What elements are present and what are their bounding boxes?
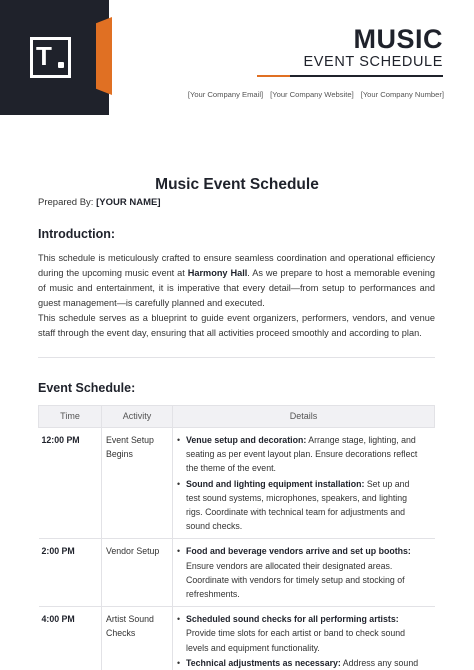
intro-p2: This schedule serves as a blueprint to guide event organizers, performers, vendors, and venue staff through the event day, ensuring that all activities proceed smoothly and according to plan. <box>38 313 435 338</box>
table-row <box>39 607 435 670</box>
detail-text: Ensure vendors are allocated their designated areas. Coordinate with vendors for timely setup and stocking of refreshments. <box>186 560 405 600</box>
detail-item <box>177 544 425 601</box>
table-header-row <box>39 406 435 428</box>
intro-venue: Harmony Hall <box>187 268 248 278</box>
row-time: 2:00 PM <box>39 539 102 607</box>
column-header-activity: Activity <box>102 406 173 428</box>
schedule-heading: Event Schedule: <box>38 381 136 395</box>
document-title: Music Event Schedule <box>155 176 319 193</box>
row-details <box>173 428 435 539</box>
row-activity: Event Setup Begins <box>102 428 173 539</box>
detail-bold: Venue setup and decoration: <box>186 435 307 445</box>
detail-item <box>177 433 425 476</box>
bullet-icon: • <box>177 478 181 489</box>
brand-title: MUSIC <box>353 24 443 54</box>
row-activity: Artist Sound Checks <box>102 607 173 670</box>
schedule-table <box>38 405 435 670</box>
bullet-icon: • <box>177 546 181 557</box>
detail-text: Address any sound <box>340 657 419 668</box>
header-accent-bar <box>96 17 112 95</box>
prepared-by <box>38 197 160 208</box>
logo-letter: T <box>36 41 52 71</box>
detail-text: Provide time slots for each artist or band to check sound levels and equipment functionality. <box>186 628 406 653</box>
row-activity: Vendor Setup <box>102 539 173 607</box>
intro-p1-end: . As we prepare to host a memorable evening of music and entertainment, it is imperative that every detail—from setup to performances and guest management—is carefully planned and executed. <box>38 268 435 308</box>
table-row <box>39 539 435 607</box>
column-header-details: Details <box>173 406 435 428</box>
intro-p1-start: This schedule is meticulously crafted to ensure seamless coordination and operational efficiency during the upcoming music event at <box>38 253 435 278</box>
brand-divider-accent <box>257 75 290 77</box>
row-time: 4:00 PM <box>39 607 102 670</box>
row-time: 12:00 PM <box>39 428 102 539</box>
detail-text: Arrange stage, lighting, and seating as per event layout plan. Ensure decorations reflect the theme of the event. <box>186 435 418 474</box>
column-header-time: Time <box>39 406 102 428</box>
detail-bold: Technical adjustments as necessary: <box>186 657 341 668</box>
row-details <box>173 539 435 607</box>
detail-item <box>177 477 425 534</box>
company-number: [Your Company Number] <box>360 90 444 99</box>
prepared-value: [YOUR NAME] <box>96 197 161 208</box>
prepared-label: Prepared By: <box>38 197 94 208</box>
bullet-icon: • <box>177 614 181 625</box>
company-contacts <box>188 90 444 99</box>
row-details <box>173 607 435 670</box>
bullet-icon: • <box>177 435 181 445</box>
introduction-heading: Introduction: <box>38 227 116 241</box>
brand-subtitle: EVENT SCHEDULE <box>303 54 443 70</box>
detail-item <box>177 612 425 655</box>
section-divider <box>38 357 435 358</box>
table-row <box>39 428 435 539</box>
detail-text: Set up and test sound systems, microphones, speakers, and lighting rigs. Coordinate with technical team for adjustments and sound checks. <box>186 478 410 532</box>
detail-bold: Sound and lighting equipment installation: <box>186 478 365 489</box>
company-website: [Your Company Website] <box>270 90 354 99</box>
detail-item <box>177 656 425 670</box>
bullet-icon: • <box>177 657 181 668</box>
introduction-text <box>38 251 435 341</box>
company-email: [Your Company Email] <box>187 90 264 99</box>
logo-dot <box>58 62 64 68</box>
detail-bold: Food and beverage vendors arrive and set up booths: <box>186 546 411 557</box>
detail-bold: Scheduled sound checks for all performing artists: <box>186 614 399 625</box>
